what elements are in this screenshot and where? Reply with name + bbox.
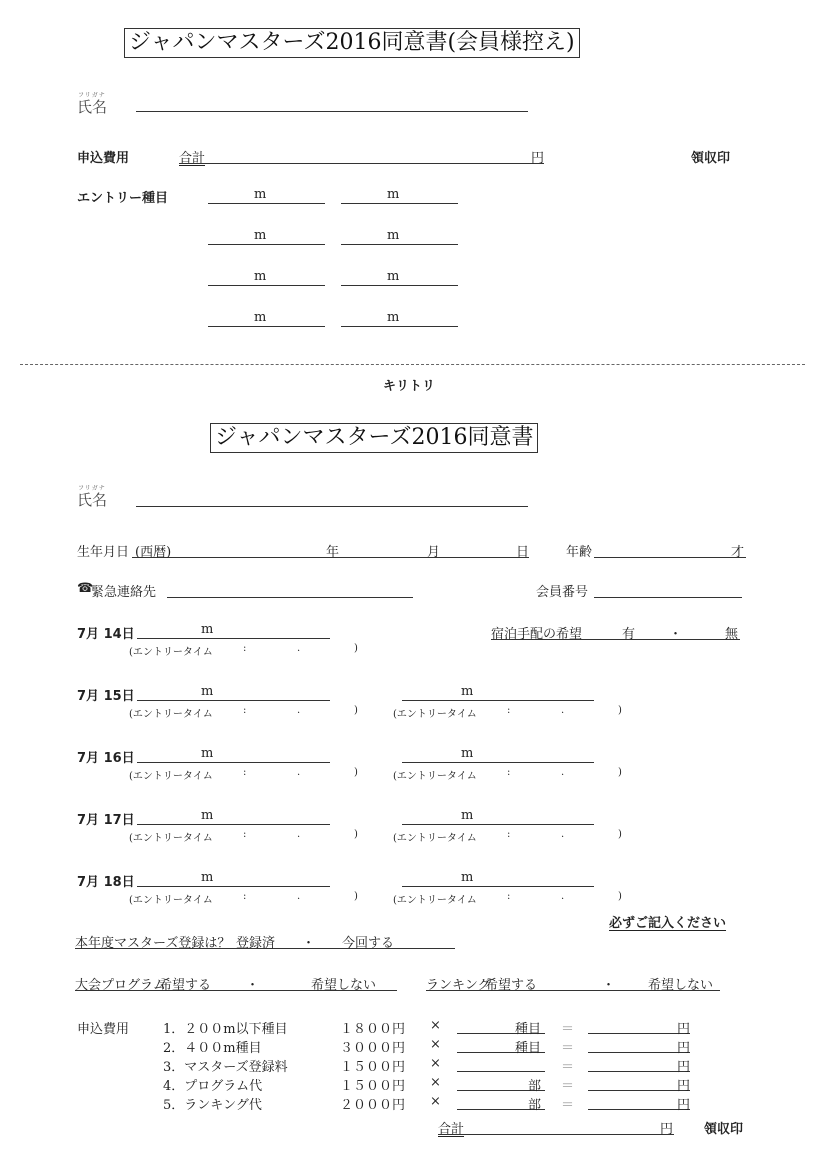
- time-close-paren: ): [354, 767, 358, 778]
- lodging-underline: [491, 639, 740, 640]
- day-label: 7月 17日: [77, 813, 135, 828]
- member-number-field[interactable]: [594, 597, 742, 598]
- time-period: .: [561, 767, 565, 778]
- entry-field[interactable]: [208, 326, 325, 327]
- yen-label: 円: [677, 1060, 691, 1075]
- time-close-paren: ): [618, 767, 622, 778]
- phone-icon: ☎: [77, 581, 94, 596]
- fee-item-name: 3．マスターズ登録料: [163, 1060, 288, 1075]
- entry-time-label: (エントリータイム: [129, 895, 213, 906]
- cut-label: キリトリ: [383, 379, 436, 394]
- subtotal-field[interactable]: [588, 1090, 690, 1091]
- fee-item-price: １５００円: [340, 1060, 406, 1075]
- time-colon: :: [243, 891, 247, 902]
- receipt-stamp-label: 領収印: [704, 1122, 744, 1137]
- cut-line: [20, 364, 805, 365]
- receipt-stamp-label: 領収印: [691, 151, 731, 166]
- equals-sign: ＝: [561, 1098, 575, 1113]
- fee-item-name: 4．プログラム代: [163, 1079, 263, 1094]
- entry-field[interactable]: [208, 285, 325, 286]
- event-field[interactable]: [402, 762, 594, 763]
- time-colon: :: [243, 705, 247, 716]
- time-period: .: [297, 705, 301, 716]
- subtotal-field[interactable]: [588, 1052, 690, 1053]
- copy-title: ジャパンマスターズ2016同意書(会員様控え): [124, 28, 580, 58]
- fee-label: 申込費用: [77, 151, 130, 166]
- day-label: 7月 16日: [77, 751, 135, 766]
- fee-item-price: １５００円: [340, 1079, 406, 1094]
- age-field[interactable]: [594, 557, 746, 558]
- entry-field[interactable]: [208, 203, 325, 204]
- quantity-unit: 部: [528, 1079, 542, 1094]
- entry-unit: m: [387, 187, 400, 202]
- event-unit: m: [461, 746, 474, 761]
- entry-unit: m: [254, 269, 267, 284]
- total-field[interactable]: [438, 1134, 674, 1135]
- time-period: .: [297, 767, 301, 778]
- fee-label: 申込費用: [77, 1022, 130, 1037]
- time-period: .: [561, 829, 565, 840]
- event-unit: m: [201, 870, 214, 885]
- event-unit: m: [461, 808, 474, 823]
- entry-unit: m: [387, 310, 400, 325]
- age-label: 年齢: [566, 545, 593, 560]
- program-separator: ・: [246, 978, 260, 993]
- entry-time-label: (エントリータイム: [393, 771, 477, 782]
- lodging-no-option[interactable]: 無: [725, 627, 739, 642]
- quantity-unit: 種目: [515, 1022, 542, 1037]
- quantity-field[interactable]: [457, 1071, 545, 1072]
- required-note: 必ずご記入ください: [609, 916, 727, 931]
- lodging-yes-option[interactable]: 有: [622, 627, 636, 642]
- time-close-paren: ): [354, 705, 358, 716]
- event-unit: m: [201, 808, 214, 823]
- emergency-contact-field[interactable]: [167, 597, 413, 598]
- times-sign: ×: [430, 1075, 441, 1090]
- entry-unit: m: [254, 310, 267, 325]
- entry-field[interactable]: [208, 244, 325, 245]
- member-number-label: 会員番号: [536, 585, 589, 600]
- registration-separator: ・: [302, 936, 316, 951]
- event-field[interactable]: [402, 886, 594, 887]
- times-sign: ×: [430, 1094, 441, 1109]
- equals-sign: ＝: [561, 1079, 575, 1094]
- entry-time-label: (エントリータイム: [129, 771, 213, 782]
- event-field[interactable]: [137, 824, 330, 825]
- entry-time-label: (エントリータイム: [393, 833, 477, 844]
- entry-field[interactable]: [341, 285, 458, 286]
- time-colon: :: [243, 767, 247, 778]
- event-field[interactable]: [137, 762, 330, 763]
- program-label: 大会プログラム: [75, 978, 166, 993]
- yen-label: 円: [677, 1022, 691, 1037]
- entry-field[interactable]: [341, 326, 458, 327]
- entry-unit: m: [387, 269, 400, 284]
- time-colon: :: [243, 643, 247, 654]
- times-sign: ×: [430, 1056, 441, 1071]
- registration-done-option[interactable]: 登録済: [236, 936, 276, 951]
- event-field[interactable]: [137, 638, 330, 639]
- entry-time-label: (エントリータイム: [129, 709, 213, 720]
- time-close-paren: ): [354, 891, 358, 902]
- fee-item-name: 5．ランキング代: [163, 1098, 262, 1113]
- entry-unit: m: [254, 228, 267, 243]
- time-period: .: [297, 891, 301, 902]
- time-close-paren: ): [618, 891, 622, 902]
- fee-item-price: ３０００円: [340, 1041, 406, 1056]
- event-unit: m: [201, 684, 214, 699]
- name-field[interactable]: [136, 506, 528, 507]
- furigana-label: フリガナ: [78, 485, 106, 492]
- yen-label: 円: [677, 1041, 691, 1056]
- time-period: .: [561, 891, 565, 902]
- furigana-label: フリガナ: [78, 92, 106, 99]
- times-sign: ×: [430, 1037, 441, 1052]
- entry-field[interactable]: [341, 203, 458, 204]
- entry-field[interactable]: [341, 244, 458, 245]
- form-title: ジャパンマスターズ2016同意書: [210, 423, 538, 453]
- ranking-separator: ・: [602, 978, 616, 993]
- name-label: 氏名: [77, 491, 108, 509]
- month-label: 月: [427, 545, 441, 560]
- times-sign: ×: [430, 1018, 441, 1033]
- time-colon: :: [507, 891, 511, 902]
- year-label: 年: [326, 545, 340, 560]
- name-label: 氏名: [77, 98, 108, 116]
- time-close-paren: ): [618, 705, 622, 716]
- lodging-separator: ・: [669, 627, 683, 642]
- time-close-paren: ): [354, 829, 358, 840]
- event-field[interactable]: [137, 886, 330, 887]
- lodging-label: 宿泊手配の希望: [491, 627, 583, 642]
- event-field[interactable]: [402, 824, 594, 825]
- fee-item-price: ２０００円: [340, 1098, 406, 1113]
- subtotal-field[interactable]: [588, 1109, 690, 1110]
- entry-unit: m: [387, 228, 400, 243]
- entry-unit: m: [254, 187, 267, 202]
- entry-time-label: (エントリータイム: [129, 647, 213, 658]
- time-period: .: [297, 829, 301, 840]
- quantity-unit: 種目: [515, 1041, 542, 1056]
- time-close-paren: ): [354, 643, 358, 654]
- day-label: 7月 18日: [77, 875, 135, 890]
- time-colon: :: [243, 829, 247, 840]
- time-colon: :: [507, 829, 511, 840]
- fee-item-name: 1．２００m以下種目: [163, 1022, 288, 1037]
- time-close-paren: ): [618, 829, 622, 840]
- total-label: 合計: [179, 151, 206, 166]
- day-label: 日: [516, 545, 530, 560]
- registration-now-option[interactable]: 今回する: [342, 936, 395, 951]
- ranking-no-option[interactable]: 希望しない: [648, 978, 714, 993]
- event-unit: m: [201, 622, 214, 637]
- yen-label: 円: [677, 1098, 691, 1113]
- yen-label: 円: [677, 1079, 691, 1094]
- equals-sign: ＝: [561, 1022, 575, 1037]
- yen-label: 円: [660, 1122, 674, 1137]
- birth-label: 生年月日: [77, 545, 130, 560]
- subtotal-field[interactable]: [588, 1071, 690, 1072]
- entry-time-label: (エントリータイム: [129, 833, 213, 844]
- time-period: .: [297, 643, 301, 654]
- event-unit: m: [461, 684, 474, 699]
- time-colon: :: [507, 705, 511, 716]
- emergency-contact-label: 緊急連絡先: [91, 585, 157, 600]
- entry-time-label: (エントリータイム: [393, 895, 477, 906]
- age-unit: 才: [731, 545, 745, 560]
- time-period: .: [561, 705, 565, 716]
- total-field[interactable]: [179, 163, 544, 164]
- day-label: 7月 14日: [77, 627, 135, 642]
- program-yes-option[interactable]: 希望する: [159, 978, 212, 993]
- equals-sign: ＝: [561, 1041, 575, 1056]
- day-label: 7月 15日: [77, 689, 135, 704]
- ranking-label: ランキング: [426, 978, 491, 993]
- fee-item-name: 2．４００m種目: [163, 1041, 262, 1056]
- entry-time-label: (エントリータイム: [393, 709, 477, 720]
- quantity-unit: 部: [528, 1098, 542, 1113]
- event-field[interactable]: [137, 700, 330, 701]
- event-field[interactable]: [402, 700, 594, 701]
- event-unit: m: [461, 870, 474, 885]
- equals-sign: ＝: [561, 1060, 575, 1075]
- name-field[interactable]: [136, 111, 528, 112]
- era-label: (西暦): [135, 545, 172, 560]
- total-label: 合計: [438, 1122, 465, 1137]
- yen-label: 円: [531, 151, 545, 166]
- event-unit: m: [201, 746, 214, 761]
- subtotal-field[interactable]: [588, 1033, 690, 1034]
- fee-item-price: １８００円: [340, 1022, 406, 1037]
- ranking-yes-option[interactable]: 希望する: [485, 978, 538, 993]
- registration-question: 本年度マスターズ登録は？: [75, 936, 231, 951]
- program-no-option[interactable]: 希望しない: [311, 978, 377, 993]
- time-colon: :: [507, 767, 511, 778]
- entry-label: エントリー種目: [77, 191, 169, 206]
